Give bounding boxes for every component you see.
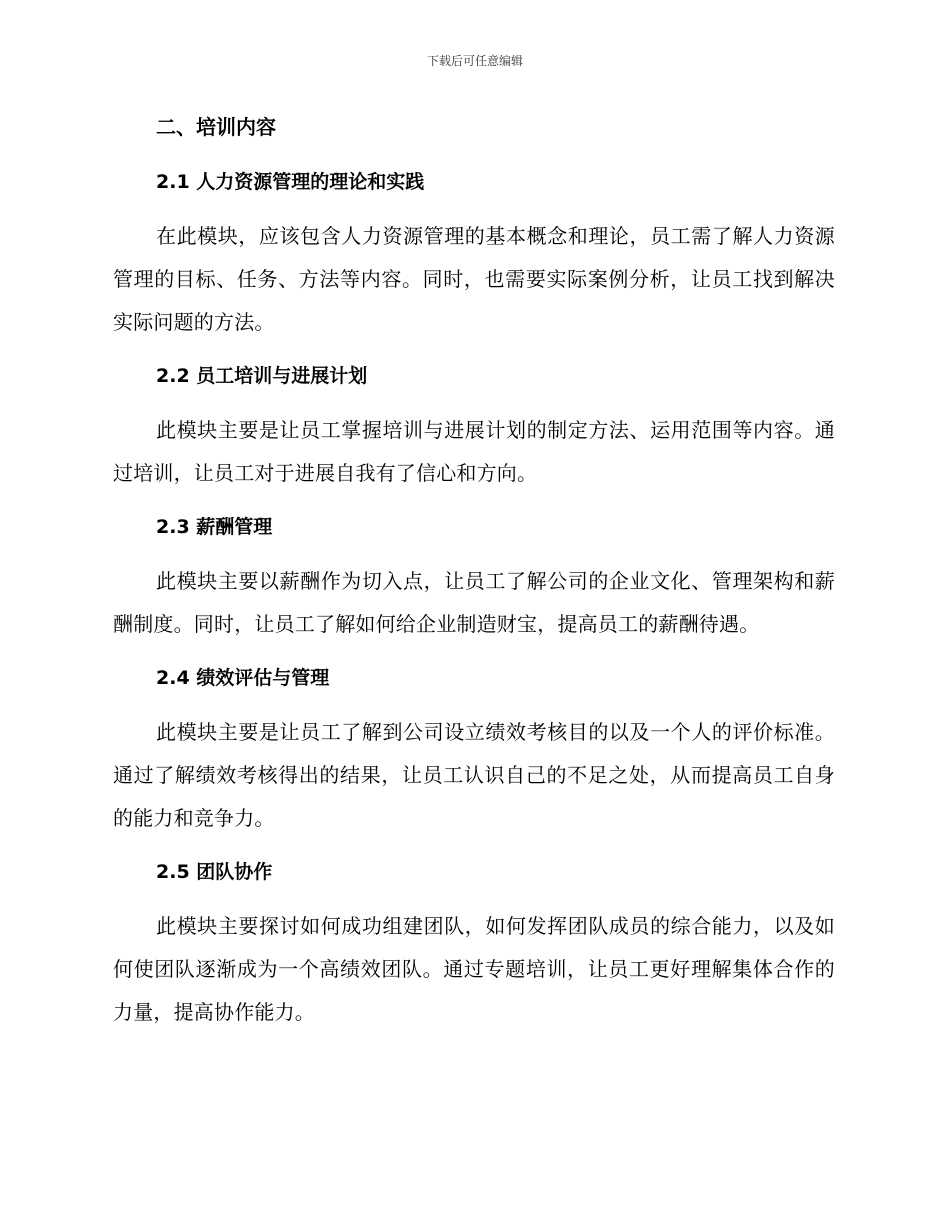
subsection-body-2-3: 此模块主要以薪酬作为切入点，让员工了解公司的企业文化、管理架构和薪酬制度。同时，让员工了解如何给企业制造财宝，提高员工的薪酬待遇。 xyxy=(113,569,835,636)
subsection-title-2-1: 2.1 人力资源管理的理论和实践 xyxy=(156,171,425,193)
subsection-title-2-3: 2.3 薪酬管理 xyxy=(156,516,273,538)
subsection-body-2-4: 此模块主要是让员工了解到公司设立绩效考核目的以及一个人的评价标准。通过了解绩效考核得出的结果，让员工认识自己的不足之处，从而提高员工自身的能力和竞争力。 xyxy=(113,720,835,830)
subsection-title-2-2: 2.2 员工培训与进展计划 xyxy=(156,365,368,387)
document-body xyxy=(113,108,835,1047)
subsection-title-2-5: 2.5 团队协作 xyxy=(156,861,273,883)
subsection-title-2-4: 2.4 绩效评估与管理 xyxy=(156,667,330,689)
page-header-note: 下载后可任意编辑 xyxy=(426,54,523,68)
subsection-body-2-2: 此模块主要是让员工掌握培训与进展计划的制定方法、运用范围等内容。通过培训，让员工对于进展自我有了信心和方向。 xyxy=(113,418,835,485)
section-title: 二、培训内容 xyxy=(156,115,276,139)
subsection-body-2-5: 此模块主要探讨如何成功组建团队，如何发挥团队成员的综合能力，以及如何使团队逐渐成为一个高绩效团队。通过专题培训，让员工更好理解集体合作的力量，提高协作能力。 xyxy=(113,914,835,1024)
subsection-body-2-1: 在此模块，应该包含人力资源管理的基本概念和理论，员工需了解人力资源管理的目标、任务、方法等内容。同时，也需要实际案例分析，让员工找到解决实际问题的方法。 xyxy=(113,224,835,334)
